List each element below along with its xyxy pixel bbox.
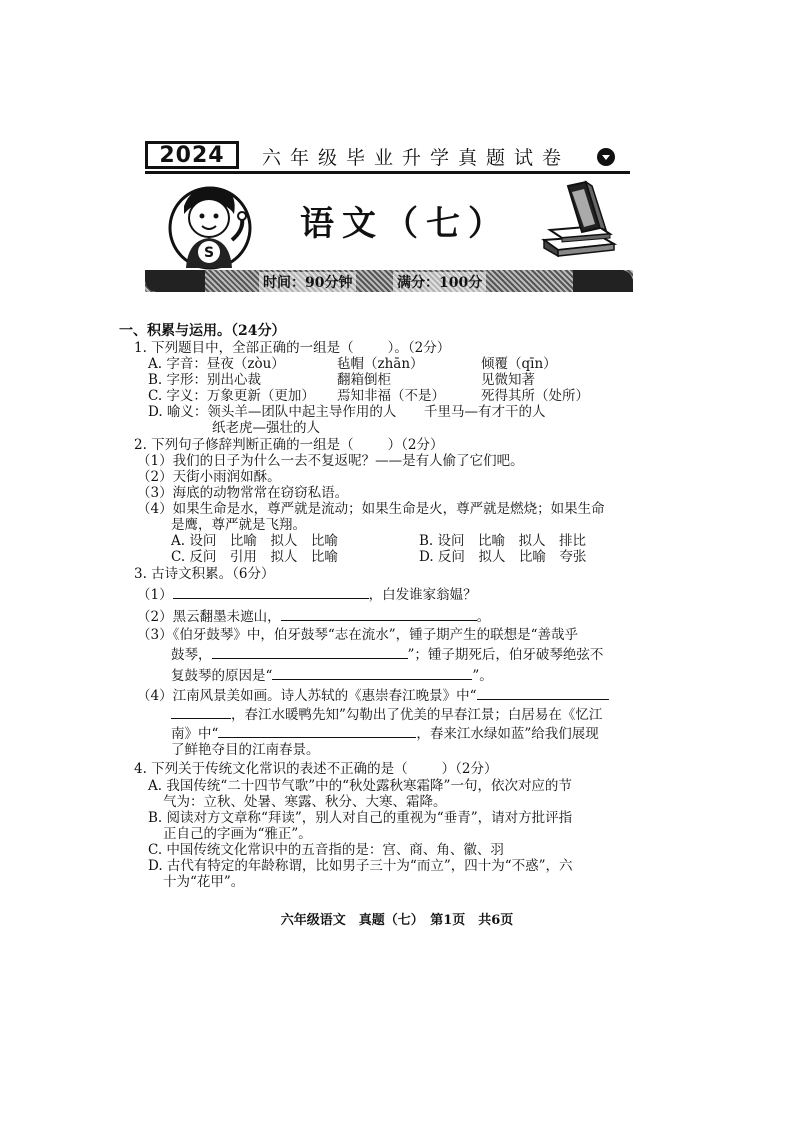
q3-poem-4-cont: ，春江水暖鸭先知”勾勒出了优美的早春江景；白居易在《忆江 xyxy=(171,705,602,723)
q1-option-c-2: 焉知非福（不是） xyxy=(337,388,445,404)
question-3-stem: 3. 古诗文积累。（6分） xyxy=(134,566,275,582)
q2-sentence-4: （4）如果生命是水，尊严就是流动；如果生命是火，尊严就是燃烧；如果生命 xyxy=(137,501,605,517)
q1-option-b-3: 见微知著 xyxy=(481,372,535,388)
q4-option-c: C. 中国传统文化常识中的五音指的是：宫、商、角、徽、羽 xyxy=(148,842,504,858)
q1-option-b-2: 翻箱倒柜 xyxy=(337,372,391,388)
q1-option-b: B. 字形：别出心裁 xyxy=(148,372,262,388)
q3-poem-4-cont3: 了鲜艳夺目的江南春景。 xyxy=(171,742,320,758)
year-badge xyxy=(145,141,239,169)
q2-sentence-1: （1）我们的日子为什么一去不复返呢？——是有人偷了它们吧。 xyxy=(137,453,524,469)
q1-option-d-2: 千里马—有才干的人 xyxy=(424,404,546,420)
q4-option-d-cont: 十为“花甲”。 xyxy=(163,874,245,890)
q4-option-d: D. 古代有特定的年龄称谓，比如男子三十为“而立”，四十为“不惑”，六 xyxy=(148,858,573,874)
exam-time: 时间：90分钟 xyxy=(259,272,356,292)
q2-option-d: D. 反问 拟人 比喻 夸张 xyxy=(419,549,587,565)
q1-option-d-3: 纸老虎—强壮的人 xyxy=(212,420,320,436)
header-rule xyxy=(145,171,630,174)
q1-option-c-3: 死得其所（处所） xyxy=(481,388,589,404)
mascot-boy-icon xyxy=(162,180,254,270)
q4-option-a: A. 我国传统“二十四节气歌”中的“秋处露秋寒霜降”一句，依次对应的节 xyxy=(148,778,572,794)
q3-blank-5[interactable] xyxy=(477,686,609,700)
q3-poem-3: （3）《伯牙鼓琴》中，伯牙鼓琴“志在流水”，锺子期产生的联想是“善哉乎 xyxy=(137,627,579,643)
section-title: 一、积累与运用。（24分） xyxy=(119,323,286,339)
info-band xyxy=(145,270,633,292)
q1-option-a: A. 字音：昼夜（zòu） xyxy=(148,356,285,372)
q3-poem-4-cont2: 南》中“ ，春来江水绿如蓝”给我们展现 xyxy=(171,726,599,742)
question-4-stem: 4. 下列关于传统文化常识的表述不正确的是（ ）（2分） xyxy=(134,761,498,777)
question-2-stem: 2. 下列句子修辞判断正确的一组是（ ）（2分） xyxy=(134,437,444,453)
q2-option-a: A. 设问 比喻 拟人 比喻 xyxy=(171,533,338,549)
q2-option-c: C. 反问 引用 拟人 比喻 xyxy=(171,549,338,565)
q3-poem-2: （2）黑云翻墨未遮山， 。 xyxy=(137,609,491,625)
q2-option-b: B. 设问 比喻 拟人 排比 xyxy=(419,533,587,549)
q1-option-a-3: 倾覆（qīn） xyxy=(481,356,557,372)
year-text: 2024 xyxy=(159,142,225,168)
subject-title: 语文（七） xyxy=(300,204,510,244)
page-footer: 六年级语文 真题（七） 第1页 共6页 xyxy=(280,913,514,928)
chevron-down-icon xyxy=(597,148,615,166)
q3-poem-3-cont: 鼓琴， ”；锺子期死后，伯牙破琴绝弦不 xyxy=(171,647,604,663)
q1-option-a-2: 毡帽（zhān） xyxy=(337,356,424,372)
question-1-stem: 1. 下列题目中，全部正确的一组是（ ）。（2分） xyxy=(134,340,451,356)
q3-blank-6[interactable] xyxy=(218,724,416,738)
q3-blank-5b[interactable] xyxy=(171,705,231,719)
mascot-letter: S xyxy=(203,245,215,261)
q4-option-b-cont: 正自己的字画为“雅正”。 xyxy=(163,826,312,842)
books-icon xyxy=(540,178,618,258)
q3-blank-4[interactable] xyxy=(272,666,472,680)
q3-blank-2[interactable] xyxy=(281,607,477,621)
q2-sentence-3: （3）海底的动物常常在窃窃私语。 xyxy=(137,485,349,501)
q2-sentence-4-cont: 是鹰，尊严就是飞翔。 xyxy=(171,517,306,533)
q3-poem-4: （4）江南风景美如画。诗人苏轼的《惠崇春江晚景》中“ xyxy=(137,686,609,704)
series-title: 六年级毕业升学真题试卷 xyxy=(262,147,571,169)
q3-poem-3-cont2: 复鼓琴的原因是“ ”。 xyxy=(171,668,493,684)
q4-option-b: B. 阅读对方文章称“拜读”，别人对自己的重视为“垂青”，请对方批评指 xyxy=(148,810,573,826)
q1-option-c: C. 字义：万象更新（更加） xyxy=(148,388,315,404)
q1-option-d: D. 喻义：领头羊—团队中起主导作用的人 xyxy=(148,404,397,420)
exam-score: 满分：100分 xyxy=(393,272,486,292)
q3-blank-1[interactable] xyxy=(173,585,369,599)
q3-poem-1: （1） ，白发谁家翁媪？ xyxy=(137,587,477,603)
q4-option-a-cont: 气为：立秋、处暑、寒露、秋分、大寒、霜降。 xyxy=(163,794,447,810)
q2-sentence-2: （2）天街小雨润如酥。 xyxy=(137,469,281,485)
q3-blank-3[interactable] xyxy=(212,645,408,659)
